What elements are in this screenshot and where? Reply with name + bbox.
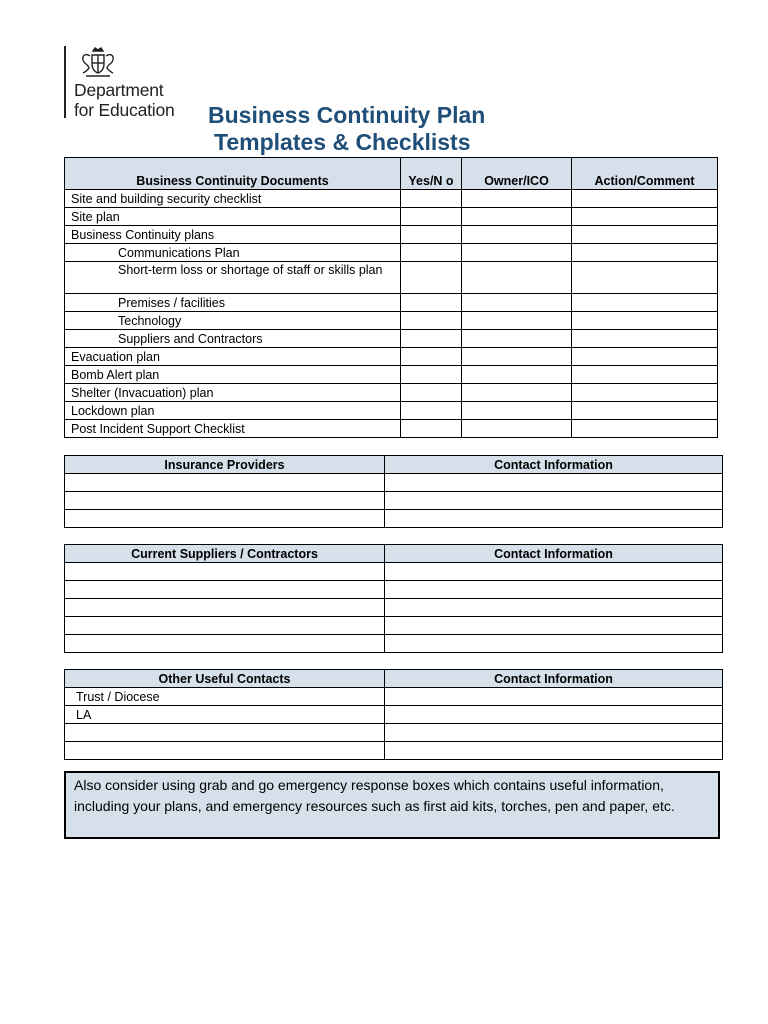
page-title-line-1: Business Continuity Plan [208, 102, 486, 128]
comment-cell[interactable] [572, 262, 718, 294]
table-row [65, 294, 718, 312]
comment-cell[interactable] [572, 294, 718, 312]
comment-cell[interactable] [572, 366, 718, 384]
provider-cell[interactable] [65, 510, 385, 528]
comment-cell[interactable] [572, 244, 718, 262]
table-header-row [65, 158, 718, 190]
table-row [65, 706, 723, 724]
contact-cell[interactable] [385, 581, 723, 599]
contact-cell[interactable] [385, 474, 723, 492]
column-header-insurance-providers: Insurance Providers [65, 456, 385, 474]
table-row [65, 402, 718, 420]
table-row [65, 474, 723, 492]
column-header-suppliers-contractors: Current Suppliers / Contractors [65, 545, 385, 563]
table-row [65, 262, 718, 294]
table-row [65, 581, 723, 599]
contact-cell[interactable] [385, 510, 723, 528]
column-header-documents: Business Continuity Documents [65, 158, 401, 190]
comment-cell[interactable] [572, 420, 718, 438]
other-useful-contacts-table [64, 669, 723, 760]
contact-cell[interactable] [385, 706, 723, 724]
supplier-cell[interactable] [65, 599, 385, 617]
table-row [65, 420, 718, 438]
logo-line-2: for Education [74, 100, 175, 120]
table-row [65, 330, 718, 348]
owner-cell[interactable] [462, 348, 572, 366]
column-header-action-comment: Action/Comment [572, 158, 718, 190]
document-label: Communications Plan [65, 244, 401, 262]
document-label: Business Continuity plans [65, 226, 401, 244]
contact-cell[interactable] [385, 617, 723, 635]
comment-cell[interactable] [572, 348, 718, 366]
column-header-contact-information: Contact Information [385, 456, 723, 474]
document-label: Premises / facilities [65, 294, 401, 312]
contact-name-cell[interactable]: Trust / Diocese [65, 688, 385, 706]
table-header-row [65, 545, 723, 563]
table-header-row [65, 456, 723, 474]
comment-cell[interactable] [572, 330, 718, 348]
yes-no-cell[interactable] [401, 190, 462, 208]
table-row [65, 384, 718, 402]
document-label: Suppliers and Contractors [65, 330, 401, 348]
supplier-cell[interactable] [65, 581, 385, 599]
royal-coat-of-arms-icon [78, 46, 118, 80]
table-row [65, 244, 718, 262]
table-row [65, 226, 718, 244]
logo-line-1: Department [74, 80, 164, 100]
owner-cell[interactable] [462, 402, 572, 420]
table-header-row [65, 670, 723, 688]
contact-cell[interactable] [385, 724, 723, 742]
owner-cell[interactable] [462, 208, 572, 226]
business-continuity-documents-table [64, 157, 718, 438]
owner-cell[interactable] [462, 312, 572, 330]
owner-cell[interactable] [462, 294, 572, 312]
table-row [65, 312, 718, 330]
comment-cell[interactable] [572, 312, 718, 330]
contact-cell[interactable] [385, 563, 723, 581]
table-row [65, 366, 718, 384]
insurance-providers-table [64, 455, 723, 528]
column-header-owner: Owner/ICO [462, 158, 572, 190]
document-label: Site plan [65, 208, 401, 226]
emergency-boxes-note: Also consider using grab and go emergency response boxes which contains useful information, including your plans, and emergency resources such as first aid kits, torches, pen and paper, etc. [64, 771, 720, 839]
comment-cell[interactable] [572, 208, 718, 226]
document-label: Site and building security checklist [65, 190, 401, 208]
owner-cell[interactable] [462, 262, 572, 294]
contact-name-cell[interactable]: LA [65, 706, 385, 724]
owner-cell[interactable] [462, 244, 572, 262]
table-row [65, 688, 723, 706]
column-header-yes-no: Yes/N o [401, 158, 462, 190]
owner-cell[interactable] [462, 190, 572, 208]
yes-no-cell[interactable] [401, 384, 462, 402]
contact-cell[interactable] [385, 492, 723, 510]
contact-cell[interactable] [385, 742, 723, 760]
owner-cell[interactable] [462, 366, 572, 384]
table-row [65, 510, 723, 528]
yes-no-cell[interactable] [401, 330, 462, 348]
yes-no-cell[interactable] [401, 312, 462, 330]
owner-cell[interactable] [462, 226, 572, 244]
table-row [65, 563, 723, 581]
table-row [65, 724, 723, 742]
supplier-cell[interactable] [65, 635, 385, 653]
document-label: Technology [65, 312, 401, 330]
comment-cell[interactable] [572, 226, 718, 244]
yes-no-cell[interactable] [401, 226, 462, 244]
owner-cell[interactable] [462, 384, 572, 402]
table-row [65, 599, 723, 617]
document-label: Bomb Alert plan [65, 366, 401, 384]
table-row [65, 635, 723, 653]
comment-cell[interactable] [572, 190, 718, 208]
comment-cell[interactable] [572, 402, 718, 420]
yes-no-cell[interactable] [401, 262, 462, 294]
supplier-cell[interactable] [65, 617, 385, 635]
yes-no-cell[interactable] [401, 294, 462, 312]
document-label: Lockdown plan [65, 402, 401, 420]
contact-cell[interactable] [385, 599, 723, 617]
column-header-contact-information: Contact Information [385, 545, 723, 563]
yes-no-cell[interactable] [401, 366, 462, 384]
document-label: Shelter (Invacuation) plan [65, 384, 401, 402]
document-label: Post Incident Support Checklist [65, 420, 401, 438]
comment-cell[interactable] [572, 384, 718, 402]
yes-no-cell[interactable] [401, 420, 462, 438]
table-row [65, 208, 718, 226]
page-title-line-2: Templates & Checklists [214, 129, 471, 155]
table-row [65, 190, 718, 208]
owner-cell[interactable] [462, 330, 572, 348]
provider-cell[interactable] [65, 492, 385, 510]
department-logo [64, 46, 204, 122]
column-header-contact-information: Contact Information [385, 670, 723, 688]
yes-no-cell[interactable] [401, 348, 462, 366]
yes-no-cell[interactable] [401, 244, 462, 262]
column-header-other-useful-contacts: Other Useful Contacts [65, 670, 385, 688]
current-suppliers-table [64, 544, 723, 653]
yes-no-cell[interactable] [401, 208, 462, 226]
table-row [65, 492, 723, 510]
document-label: Evacuation plan [65, 348, 401, 366]
supplier-cell[interactable] [65, 563, 385, 581]
provider-cell[interactable] [65, 474, 385, 492]
contact-cell[interactable] [385, 635, 723, 653]
table-row [65, 617, 723, 635]
contact-name-cell[interactable] [65, 724, 385, 742]
logo-divider [64, 46, 66, 118]
table-row [65, 348, 718, 366]
yes-no-cell[interactable] [401, 402, 462, 420]
table-row [65, 742, 723, 760]
document-label: Short-term loss or shortage of staff or skills plan [65, 262, 401, 294]
owner-cell[interactable] [462, 420, 572, 438]
contact-name-cell[interactable] [65, 742, 385, 760]
contact-cell[interactable] [385, 688, 723, 706]
